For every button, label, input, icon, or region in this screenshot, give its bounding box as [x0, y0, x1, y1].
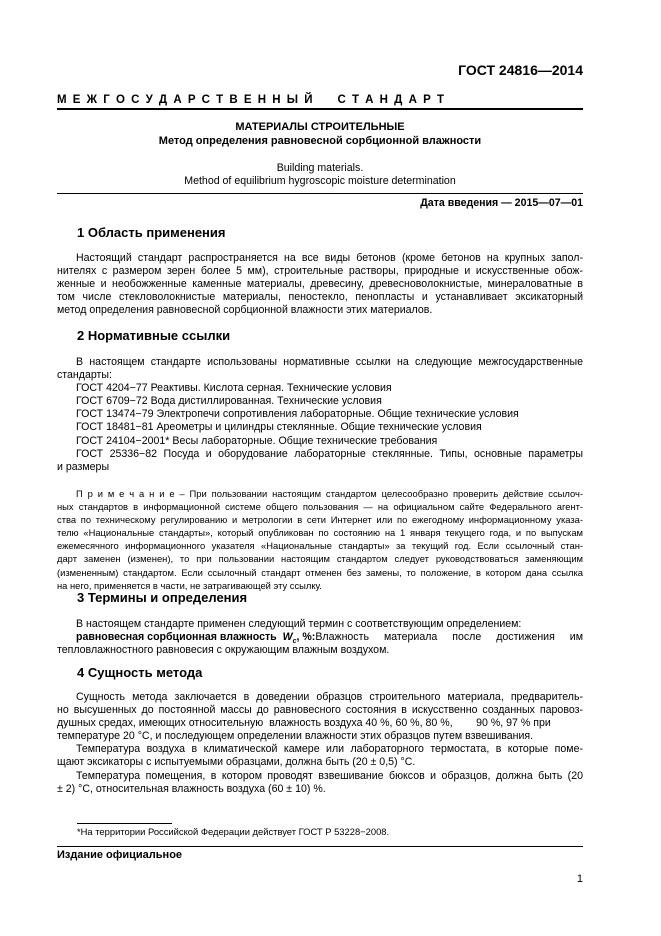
- note-line: на него, применяется в части, не затрагивающей эту ссылку.: [57, 579, 322, 591]
- text-line: температуре 20 °С, и последующем определении влажности этих образцов путем взвешивания.: [57, 730, 534, 743]
- section-1-body: [57, 252, 583, 317]
- term-subscript: c: [292, 638, 297, 646]
- definition-line: [57, 631, 583, 644]
- title-ru: [57, 121, 583, 148]
- date-rule: [57, 193, 583, 194]
- text-line: и размеры: [57, 460, 110, 473]
- section-4-heading: 4 Сущность метода: [77, 665, 203, 680]
- page-number: 1: [576, 873, 583, 885]
- text-line: женные и необожженные каменные материалы, древесину, древесноволокнистые, минераловатные в: [57, 278, 583, 291]
- section-3-body: [57, 618, 583, 657]
- footnote-rule: [77, 823, 172, 824]
- text-line: нителях с размером зерен более 5 мм), строительные растворы, природные и искусственные обож-: [57, 265, 583, 278]
- section-4-body: [57, 691, 583, 796]
- note-line: ных стандартов в информационной системе общего пользования — на официальном сайте Федерального агент-: [57, 501, 583, 513]
- text-line: душных средах, имеющих относительную влажность воздуха 40 %, 60 %, 80 %, 90 %, 97 % при: [57, 717, 551, 730]
- intro-date: Дата введения — 2015—07—01: [420, 197, 583, 209]
- reference-item: ГОСТ 4204−77 Реактивы. Кислота серная. Технические условия: [76, 382, 392, 395]
- text-line: ± 2) °С, относительная влажность воздуха (60 ± 10) %.: [57, 782, 326, 795]
- text-line: но высушенных до постоянной массы до равновесного состояния в искусственно созданных паровоз-: [57, 704, 583, 717]
- title-ru-line2: Метод определения равновесной сорбционной влажности: [158, 134, 482, 147]
- note-line: П р и м е ч а н и е – При пользовании настоящим стандартом целесообразно проверить действие ссылоч-: [76, 488, 583, 499]
- section-2-body: [57, 356, 583, 474]
- text-line: тепловлажностного равновесия с окружающим влажным воздухом.: [57, 644, 390, 657]
- title-en-line1: Building materials.: [276, 162, 364, 174]
- banner: М Е Ж Г О С У Д А Р С Т В Е Н Н Ы Й С Т А Н Д А Р Т: [57, 94, 446, 106]
- term-unit: , %:: [296, 631, 316, 644]
- text-line: метод определения равновесной сорбционной влажности этих материалов.: [57, 304, 433, 317]
- reference-item: ГОСТ 24104−2001* Весы лабораторные. Общие технические требования: [76, 434, 438, 447]
- text-line: В настоящем стандарте использованы нормативные ссылки на следующие межгосударственные: [76, 356, 583, 368]
- text-line: Настоящий стандарт распространяется на все виды бетонов (кроме бетонов на крупных запол-: [76, 252, 583, 264]
- note-line: ства по техническому регулированию и метрологии в сети Интернет или по ежегодному информационному указа-: [57, 514, 583, 526]
- footnote: *На территории Российской Федерации действует ГОСТ Р 53228−2008.: [77, 826, 390, 837]
- note-line: ежемесячного информационного указателя «Национальные стандарты» за текущий год. Если ссылочный стан-: [57, 540, 583, 552]
- text-line: Сущность метода заключается в доведении образцов строительного материала, предваритель-: [76, 691, 583, 703]
- title-en-line2: Method of equilibrium hygroscopic moisture determination: [184, 174, 456, 187]
- edition-label: Издание официальное: [57, 849, 183, 861]
- text-line: Температура помещения, в котором проводят взвешивание бюксов и образцов, должна быть (20: [76, 769, 583, 782]
- note-line: дарт заменен (изменен), то при пользовании настоящим стандартом следует руководствоваться заменяющим: [57, 553, 583, 565]
- definition: Влажность материала после достижения им: [315, 631, 583, 644]
- term-symbol: W: [282, 631, 293, 644]
- title-en: [57, 162, 583, 187]
- note-line: (измененным) стандартом. Если ссылочный стандарт отменен без замены, то положение, в котором дана ссылка: [57, 566, 583, 578]
- banner-rule: [57, 108, 583, 110]
- text-line: том числе стекловолокнистые материалы, пеностекло, пенопласты и устанавливает эксикаторный: [57, 291, 583, 304]
- text-line: Температура воздуха в климатической камере или лабораторного термостата, в которые поме-: [76, 743, 583, 756]
- section-1-heading: 1 Область применения: [77, 225, 226, 240]
- note-line: телю «Национальные стандарты», который опубликован по состоянию на 1 января текущего года, и по выпускам: [57, 527, 583, 539]
- reference-item: ГОСТ 13474−79 Электропечи сопротивления лабораторные. Общие технические условия: [76, 408, 519, 421]
- text-line: стандарты:: [57, 369, 112, 382]
- term: равновесная сорбционная влажность: [76, 631, 277, 644]
- standard-number: ГОСТ 24816—2014: [458, 62, 583, 78]
- note: [57, 487, 583, 592]
- reference-item: ГОСТ 18481−81 Ареометры и цилиндры стеклянные. Общие технические условия: [76, 421, 482, 434]
- reference-item: ГОСТ 6709−72 Вода дистиллированная. Технические условия: [76, 395, 382, 408]
- reference-item: ГОСТ 25336−82 Посуда и оборудование лабораторные стеклянные. Типы, основные параметры: [76, 447, 583, 460]
- section-2-heading: 2 Нормативные ссылки: [77, 328, 231, 343]
- section-3-heading: 3 Термины и определения: [77, 590, 248, 605]
- footer-rule: [57, 846, 583, 847]
- text-line: щают эксикаторы с испытуемыми образцами, должна быть (20 ± 0,5) °С.: [57, 756, 416, 769]
- text-line: В настоящем стандарте применен следующий термин с соответствующим определением:: [76, 618, 522, 630]
- title-ru-line1: МАТЕРИАЛЫ СТРОИТЕЛЬНЫЕ: [235, 121, 405, 133]
